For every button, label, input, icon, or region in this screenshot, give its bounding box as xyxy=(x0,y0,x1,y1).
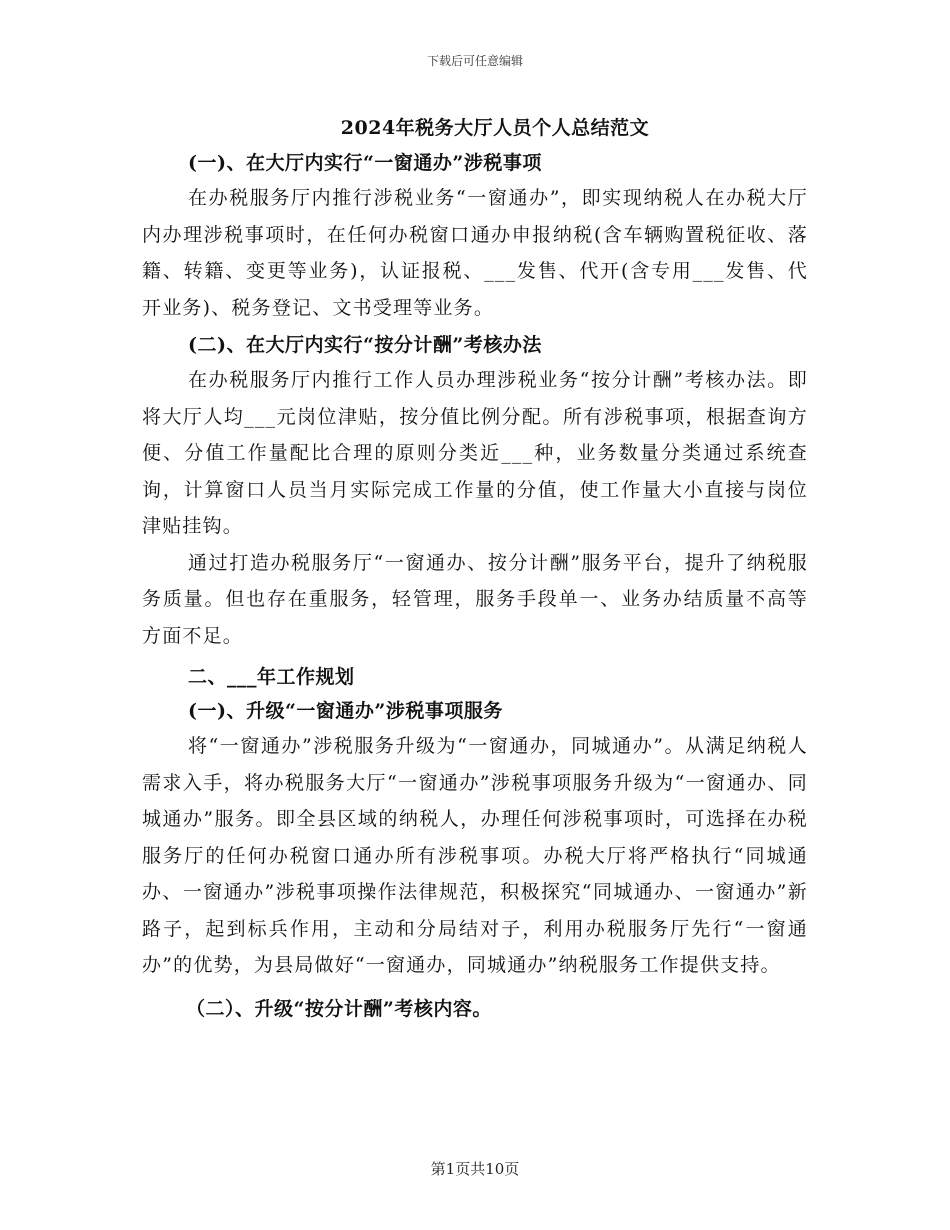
page-header-note: 下载后可任意编辑 xyxy=(426,54,523,68)
section-heading: （二）、升级“按分计酬”考核内容。 xyxy=(186,997,492,1020)
section-heading: (二)、在大厅内实行“按分计酬”考核办法 xyxy=(188,334,542,356)
body-paragraph: 将“一窗通办”涉税服务升级为“一窗通办，同城通办”。从满足纳税人需求入手，将办税服务大厅“一窗通办”涉税事项服务升级为“一窗通办、同城通办”服务。即全县区域的纳税人，办理任何涉税事项时，可选择在办税服务厅的任何办税窗口通办所有涉税事项。办税大厅将严格执行“同城通办、一窗通办”涉税事项操作法律规范，积极探究“同城通办、一窗通办”新路子，起到标兵作用，主动和分局结对子，利用办税服务厅先行“一窗通办”的优势，为县局做好“一窗通办，同城通办”纳税服务工作提供支持。 xyxy=(142,735,808,976)
body-paragraph: 通过打造办税服务厅“一窗通办、按分计酬”服务平台，提升了纳税服务质量。但也存在重服务，轻管理，服务手段单一、业务办结质量不高等方面不足。 xyxy=(142,551,808,647)
body-paragraph: 在办税服务厅内推行涉税业务“一窗通办”，即实现纳税人在办税大厅内办理涉税事项时，在任何办税窗口通办申报纳税(含车辆购置税征收、落籍、转籍、变更等业务)，认证报税、___发售、代开(含专用___发售、代开业务)、税务登记、文书受理等业务。 xyxy=(142,187,808,319)
section-heading: (一)、升级“一窗通办”涉税事项服务 xyxy=(188,700,503,722)
page-number: 第1页共10页 xyxy=(430,1160,520,1178)
document-body xyxy=(142,112,808,1026)
body-paragraph: 在办税服务厅内推行工作人员办理涉税业务“按分计酬”考核办法。即将大厅人均___元岗位津贴，按分值比例分配。所有涉税事项，根据查询方便、分值工作量配比合理的原则分类近___种，业务数量分类通过系统查询，计算窗口人员当月实际完成工作量的分值，使工作量大小直接与岗位津贴挂钩。 xyxy=(142,369,808,537)
document-title: 2024年税务大厅人员个人总结范文 xyxy=(340,117,650,139)
section-heading: (一)、在大厅内实行“一窗通办”涉税事项 xyxy=(188,152,542,174)
section-heading: 二、___年工作规划 xyxy=(188,666,355,688)
